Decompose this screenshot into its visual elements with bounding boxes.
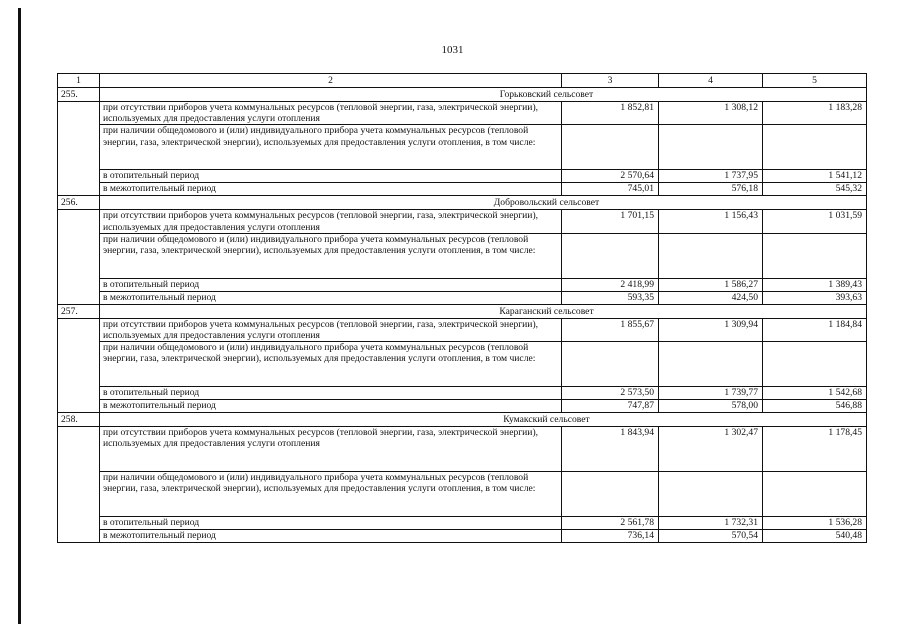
table-row	[58, 170, 867, 183]
value-cell: 593,35	[562, 291, 659, 304]
page-number: 1031	[441, 44, 464, 56]
column-header: 4	[659, 74, 763, 88]
value-cell: 1 031,59	[763, 210, 867, 233]
value-cell: 540,48	[763, 530, 867, 543]
value-cell: 2 573,50	[562, 387, 659, 400]
value-cell: 745,01	[562, 183, 659, 196]
table-row	[58, 183, 867, 196]
value-cell	[763, 342, 867, 387]
index-cell	[58, 210, 100, 304]
section-name: Добровольский сельсовет	[100, 196, 867, 210]
value-cell: 1 737,95	[659, 170, 763, 183]
value-cell	[659, 342, 763, 387]
table-row	[58, 210, 867, 233]
tariff-table	[57, 73, 867, 543]
table-row	[58, 427, 867, 472]
value-cell	[763, 233, 867, 278]
table-row	[58, 472, 867, 517]
value-cell: 1 852,81	[562, 102, 659, 125]
value-cell	[763, 472, 867, 517]
section-header-row	[58, 304, 867, 318]
value-cell: 1 309,94	[659, 318, 763, 341]
section-name: Кумакский сельсовет	[100, 413, 867, 427]
value-cell: 1 536,28	[763, 517, 867, 530]
value-cell	[562, 233, 659, 278]
column-header: 3	[562, 74, 659, 88]
section-name: Караганский сельсовет	[100, 304, 867, 318]
section-header-row	[58, 196, 867, 210]
value-cell: 736,14	[562, 530, 659, 543]
table-row	[58, 318, 867, 341]
index-cell	[58, 102, 100, 196]
row-description: при отсутствии приборов учета коммунальных ресурсов (тепловой энергии, газа, электрической энергии), используемых для предоставления услуги отопления	[100, 318, 562, 341]
value-cell	[659, 125, 763, 170]
value-cell: 546,88	[763, 400, 867, 413]
row-description: в отопительный период	[100, 278, 562, 291]
row-description: при отсутствии приборов учета коммунальных ресурсов (тепловой энергии, газа, электрической энергии), используемых для предоставления услуги отопления	[100, 102, 562, 125]
value-cell: 1 541,12	[763, 170, 867, 183]
value-cell: 2 570,64	[562, 170, 659, 183]
table-row	[58, 102, 867, 125]
value-cell: 1 389,43	[763, 278, 867, 291]
value-cell: 570,54	[659, 530, 763, 543]
value-cell	[659, 233, 763, 278]
index-cell	[58, 427, 100, 543]
value-cell: 1 302,47	[659, 427, 763, 472]
value-cell: 1 732,31	[659, 517, 763, 530]
value-cell: 1 183,28	[763, 102, 867, 125]
section-header-row	[58, 88, 867, 102]
margin-bar	[18, 8, 21, 624]
value-cell: 424,50	[659, 291, 763, 304]
value-cell: 578,00	[659, 400, 763, 413]
value-cell	[562, 472, 659, 517]
value-cell: 576,18	[659, 183, 763, 196]
value-cell: 1 542,68	[763, 387, 867, 400]
value-cell: 393,63	[763, 291, 867, 304]
section-index: 255.	[58, 88, 100, 102]
row-description: в межотопительный период	[100, 400, 562, 413]
value-cell: 1 701,15	[562, 210, 659, 233]
section-index: 257.	[58, 304, 100, 318]
section-header-row	[58, 413, 867, 427]
value-cell: 1 739,77	[659, 387, 763, 400]
value-cell	[659, 472, 763, 517]
value-cell	[562, 125, 659, 170]
value-cell: 2 561,78	[562, 517, 659, 530]
row-description: при наличии общедомового и (или) индивидуального прибора учета коммунальных ресурсов (тепловой энергии, газа, электрической энергии), используемых для предоставления услуги отопления, в том числе:	[100, 125, 562, 170]
value-cell: 1 586,27	[659, 278, 763, 291]
table-header-row	[58, 74, 867, 88]
row-description: в отопительный период	[100, 170, 562, 183]
section-index: 258.	[58, 413, 100, 427]
table-row	[58, 400, 867, 413]
row-description: при наличии общедомового и (или) индивидуального прибора учета коммунальных ресурсов (тепловой энергии, газа, электрической энергии), используемых для предоставления услуги отопления, в том числе:	[100, 472, 562, 517]
value-cell: 1 184,84	[763, 318, 867, 341]
value-cell: 747,87	[562, 400, 659, 413]
table-row	[58, 233, 867, 278]
column-header: 5	[763, 74, 867, 88]
row-description: в межотопительный период	[100, 183, 562, 196]
table-row	[58, 291, 867, 304]
row-description: при наличии общедомового и (или) индивидуального прибора учета коммунальных ресурсов (тепловой энергии, газа, электрической энергии), используемых для предоставления услуги отопления, в том числе:	[100, 342, 562, 387]
section-index: 256.	[58, 196, 100, 210]
row-description: в отопительный период	[100, 387, 562, 400]
index-cell	[58, 318, 100, 412]
value-cell	[562, 342, 659, 387]
table-row	[58, 530, 867, 543]
value-cell: 1 156,43	[659, 210, 763, 233]
column-header: 2	[100, 74, 562, 88]
value-cell: 1 843,94	[562, 427, 659, 472]
row-description: при наличии общедомового и (или) индивидуального прибора учета коммунальных ресурсов (тепловой энергии, газа, электрической энергии), используемых для предоставления услуги отопления, в том числе:	[100, 233, 562, 278]
row-description: при отсутствии приборов учета коммунальных ресурсов (тепловой энергии, газа, электрической энергии), используемых для предоставления услуги отопления	[100, 427, 562, 472]
value-cell: 2 418,99	[562, 278, 659, 291]
table-row	[58, 387, 867, 400]
row-description: при отсутствии приборов учета коммунальных ресурсов (тепловой энергии, газа, электрической энергии), используемых для предоставления услуги отопления	[100, 210, 562, 233]
section-name: Горьковский сельсовет	[100, 88, 867, 102]
table-row	[58, 342, 867, 387]
row-description: в межотопительный период	[100, 530, 562, 543]
row-description: в межотопительный период	[100, 291, 562, 304]
table-row	[58, 278, 867, 291]
value-cell: 1 855,67	[562, 318, 659, 341]
table-row	[58, 517, 867, 530]
value-cell: 1 178,45	[763, 427, 867, 472]
value-cell: 1 308,12	[659, 102, 763, 125]
value-cell: 545,32	[763, 183, 867, 196]
value-cell	[763, 125, 867, 170]
column-header: 1	[58, 74, 100, 88]
table-row	[58, 125, 867, 170]
row-description: в отопительный период	[100, 517, 562, 530]
